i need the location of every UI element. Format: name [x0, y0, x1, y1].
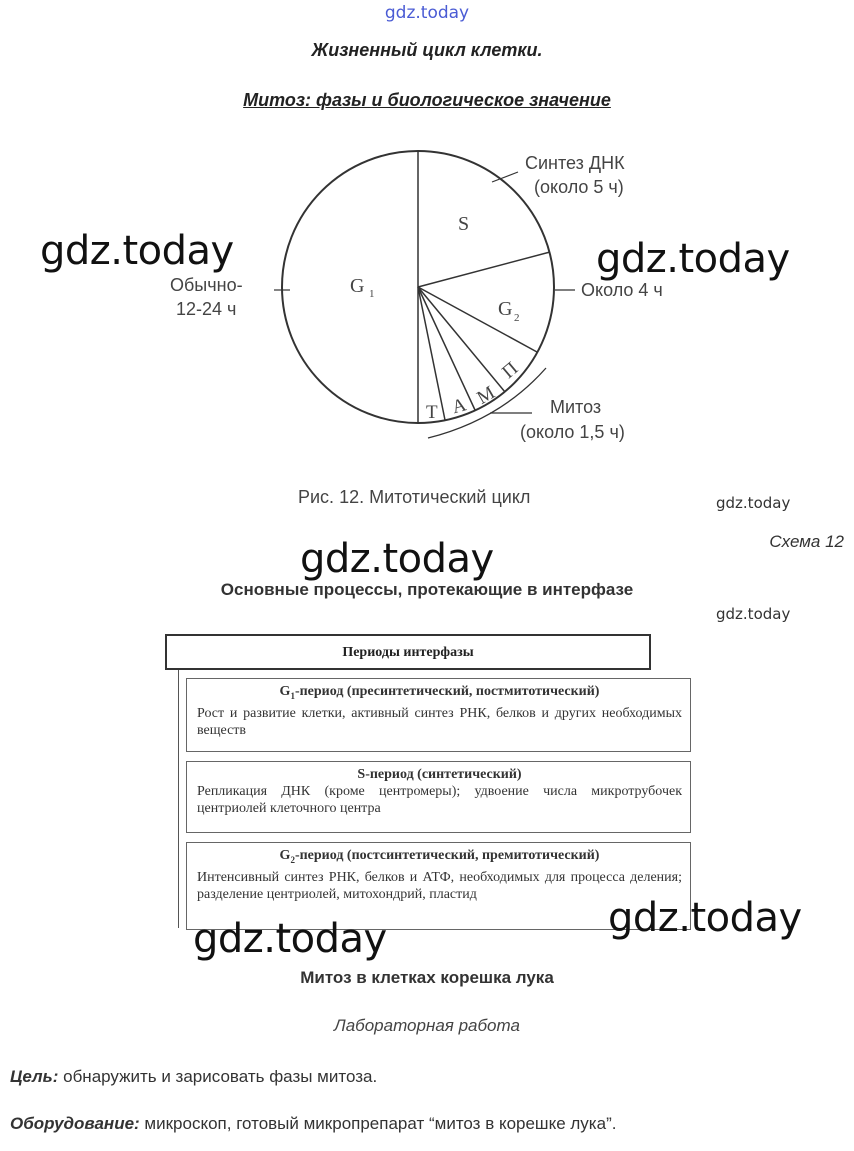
watermark-bottom-left: gdz.today [193, 916, 387, 962]
pointer-synthesis [492, 172, 518, 182]
watermark-small-1: gdz.today [716, 494, 791, 512]
sector-line-p-m [418, 287, 505, 392]
schema-bracket [178, 670, 179, 928]
sector-label-a: А [449, 394, 469, 419]
lab-title: Митоз в клетках корешка лука [300, 968, 554, 987]
watermark-center: gdz.today [300, 536, 494, 582]
period-body-g1: Рост и развитие клетки, активный синтез РНК, белков и других необходимых веществ [197, 705, 682, 738]
period-body-s: Репликация ДНК (кроме центромеры); удвоение числа микротрубочек центриолей клеточного центра [197, 784, 682, 816]
period-title-g1: $G_1$-период (пресинтетический, постмитотический) [279, 684, 600, 701]
sector-label-g1-sub: 1 [369, 288, 375, 300]
period-body-g2: Интенсивный синтез РНК, белков и АТФ, необходимых для процесса деления; разделение центриолей, митохондрий, пластид [197, 869, 682, 902]
sector-label-m: М [473, 382, 499, 409]
watermark-top: gdz.today [384, 3, 470, 23]
period-title-s: S-период (синтетический) [357, 767, 522, 782]
watermark-left: gdz.today [40, 228, 234, 274]
goal-line [10, 1067, 377, 1087]
period-box-g1 [186, 678, 691, 752]
goal-label: Цель: [10, 1067, 59, 1086]
label-mitosis-line2: (около 1,5 ч) [520, 422, 625, 442]
watermark-bottom-right: gdz.today [608, 895, 802, 941]
period-box-s [186, 761, 691, 833]
figure-caption: Рис. 12. Митотический цикл [298, 487, 531, 507]
page-subtitle: Митоз: фазы и биологическое значение [243, 90, 611, 110]
label-g1-line1: Обычно- [170, 275, 243, 295]
sector-label-g2: G [498, 298, 513, 320]
sector-line-m-a [418, 287, 475, 410]
goal-text: обнаружить и зарисовать фазы митоза. [58, 1067, 378, 1086]
mitotic-cycle-diagram [0, 140, 854, 520]
label-synthesis-line1: Синтез ДНК [525, 153, 625, 173]
equipment-label: Оборудование: [10, 1114, 140, 1133]
label-g2: Около 4 ч [581, 280, 663, 300]
sector-label-g1: G [350, 275, 365, 297]
interphase-header-box: Периоды интерфазы [165, 634, 651, 670]
sector-label-s: S [458, 213, 470, 235]
label-synthesis-line2: (около 5 ч) [534, 177, 624, 197]
equipment-text: микроскоп, готовый микропрепарат “митоз в корешке лука”. [139, 1114, 617, 1133]
label-mitosis-line1: Митоз [550, 397, 602, 417]
schema-title: Основные процессы, протекающие в интерфазе [220, 580, 634, 599]
watermark-right: gdz.today [596, 236, 790, 282]
sector-line-a-t [418, 287, 445, 420]
lab-subtitle: Лабораторная работа [334, 1016, 520, 1035]
watermark-small-2: gdz.today [716, 605, 791, 623]
page-title: Жизненный цикл клетки. [311, 40, 543, 60]
sector-label-g2-sub: 2 [514, 312, 520, 324]
period-title-g2: $G_2$-период (постсинтетический, премитотический) [279, 848, 600, 865]
label-g1-line2: 12-24 ч [176, 299, 237, 319]
sector-label-t: Т [426, 402, 438, 423]
schema-label: Схема 12 [769, 532, 844, 551]
sector-label-p: П [498, 358, 523, 383]
sector-line-s-g2 [418, 252, 550, 287]
equipment-line [10, 1114, 616, 1134]
